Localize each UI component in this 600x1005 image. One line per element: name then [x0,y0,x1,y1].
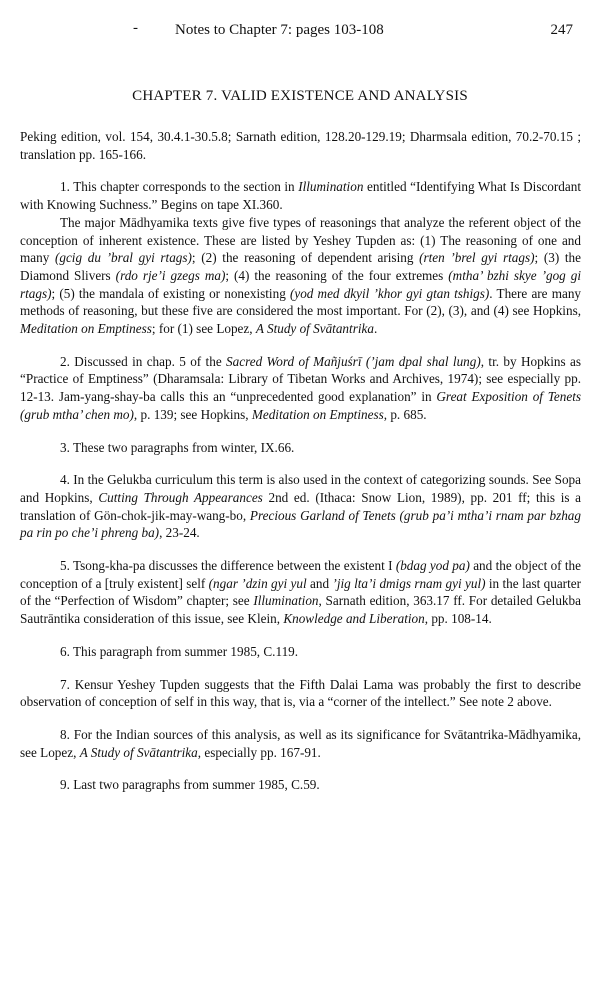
note-1: 1. This chapter corresponds to the section in Illumination entitled “Identifying What Is Discordant with Knowing Suchness.” Begins on tape XI.360. [20,179,581,213]
header-mark: - [133,20,138,36]
running-header [0,22,600,44]
note-7: 7. Kensur Yeshey Tupden suggests that the Fifth Dalai Lama was probably the first to describe observation of conception of self in this way, that is, via a “corner of the intellect.” See note 2 above. [20,676,581,710]
note-3: 3. These two paragraphs from winter, IX.66. [60,439,295,455]
notes-body [20,128,581,794]
running-title: Notes to Chapter 7: pages 103-108 [175,22,384,38]
note-1-continued: The major Mādhyamika texts give five types of reasonings that analyze the referent object of the conception of inherent existence. These are listed by Yeshey Tupden as: (1) The reasoning of one and many (gcig du ’bral gyi rtags); (2) the reasoning of dependent arising (rten ’brel gyi rtags); (3) the Diamond Slivers (rdo rje’i gzegs ma); (4) the reasoning of the four extremes (mtha’ bzhi skye ’gog gi rtags); (5) the mandala of existing or nonexisting (yod med dkyil ’khor gyi gtan tshigs). There are many methods of reasoning, but these five are considered the most important. For (2), (3), and (4) see Hopkins, Meditation on Emptiness; for (1) see Lopez, A Study of Svātantrika. [20,214,582,337]
note-8: 8. For the Indian sources of this analysis, as well as its significance for Svātantrika-Mādhyamika, see Lopez, A Study of Svātantrika, especially pp. 167-91. [20,726,581,760]
note-2: 2. Discussed in chap. 5 of the Sacred Word of Mañjuśrī (’jam dpal shal lung), tr. by Hopkins as “Practice of Emptiness” (Dharamsala: Library of Tibetan Works and Archives, 1974); see especially pp. 12-13. Jam-yang-shay-ba calls this an “unprecedented good explanation” in Great Exposition of Tenets (grub mtha’ chen mo), p. 139; see Hopkins, Meditation on Emptiness, p. 685. [20,353,581,422]
note-6: 6. This paragraph from summer 1985, C.119. [60,643,299,659]
chapter-title: CHAPTER 7. VALID EXISTENCE AND ANALYSIS [132,88,468,104]
page-number: 247 [550,22,573,38]
note-5: 5. Tsong-kha-pa discusses the difference between the existent I (bdag yod pa) and the object of the conception of a [truly existent] self (ngar ’dzin gyi yul and ’jig lta’i dmigs rnam gyi yul) in the last quarter of the “Perfection of Wisdom” chapter; see Illumination, Sarnath edition, 363.17 ff. For detailed Gelukba Sautrāntika consideration of this issue, see Klein, Knowledge and Liberation, pp. 108-14. [20,558,581,627]
note-9: 9. Last two paragraphs from summer 1985, C.59. [60,777,320,793]
edition-reference: Peking edition, vol. 154, 30.4.1-30.5.8; Sarnath edition, 128.20-129.19; Dharmsala edition, 70.2-70.15 ; translation pp. 165-166. [20,129,581,162]
note-4: 4. In the Gelukba curriculum this term is also used in the context of categorizing sounds. See Sopa and Hopkins, Cutting Through Appearances 2nd ed. (Ithaca: Snow Lion, 1989), pp. 201 ff; this is a translation of Gön-chok-jik-may-wang-bo, Precious Garland of Tenets (grub pa’i mtha’i rnam par bzhag pa rin po che’i phreng ba), 23-24. [20,472,582,541]
